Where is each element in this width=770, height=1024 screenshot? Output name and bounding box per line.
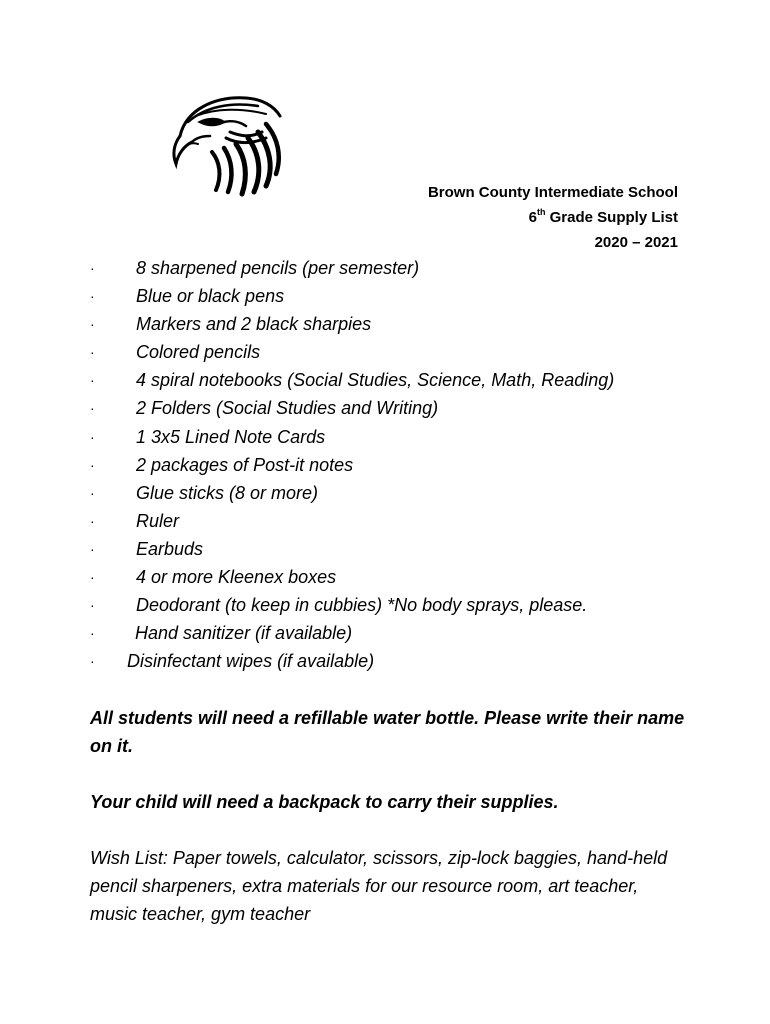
document-header [428, 180, 678, 255]
bullet: · [90, 372, 95, 389]
list-item-text: Disinfectant wipes (if available) [127, 651, 375, 672]
bullet: · [90, 569, 95, 586]
list-item [90, 563, 730, 591]
list-item-text: Hand sanitizer (if available) [135, 623, 353, 644]
list-item [90, 507, 730, 535]
supply-list-title [428, 205, 678, 230]
bullet: · [90, 456, 95, 473]
list-item [90, 479, 730, 507]
grade-number: 6 [528, 209, 537, 226]
list-item-text: Blue or black pens [136, 286, 285, 307]
supply-list [90, 254, 730, 675]
bullet: · [90, 512, 95, 529]
grade-title-rest: Grade Supply List [545, 209, 678, 226]
list-item-text: Ruler [136, 510, 180, 531]
list-item [90, 451, 730, 479]
list-item [90, 310, 730, 338]
grade-suffix: th [536, 207, 546, 217]
water-bottle-note: All students will need a refillable water bottle. Please write their name on it. [90, 708, 685, 756]
backpack-note: Your child will need a backpack to carry their supplies. [90, 792, 559, 812]
eagle-head-icon [166, 92, 284, 200]
list-item-text: 4 or more Kleenex boxes [136, 567, 337, 588]
list-item-text: 2 packages of Post-it notes [136, 454, 354, 475]
bullet: · [90, 344, 95, 361]
bullet: · [90, 428, 95, 445]
bullet: · [90, 540, 95, 557]
bullet: · [90, 316, 95, 333]
wish-list-note: Wish List: Paper towels, calculator, scissors, zip-lock baggies, hand-held pencil sharpeners, extra materials for our resource room, art teacher, music teacher, gym teacher [90, 848, 668, 924]
bullet: · [90, 484, 95, 501]
list-item-text: Colored pencils [136, 342, 261, 363]
list-item-text: Markers and 2 black sharpies [136, 314, 372, 335]
bullet: · [90, 597, 95, 614]
list-item-text: Glue sticks (8 or more) [136, 482, 319, 503]
bullet: · [90, 260, 95, 276]
bullet: · [90, 288, 95, 305]
bullet: · [90, 400, 95, 417]
list-item [90, 366, 730, 394]
list-item [90, 423, 730, 451]
list-item-text: 4 spiral notebooks (Social Studies, Science, Math, Reading) [136, 370, 615, 391]
bullet: · [90, 653, 95, 670]
list-item-text: 8 sharpened pencils (per semester) [136, 258, 420, 278]
list-item [90, 254, 730, 282]
school-name: Brown County Intermediate School [427, 184, 678, 201]
list-item [90, 394, 730, 422]
list-item [90, 619, 730, 647]
list-item-text: 2 Folders (Social Studies and Writing) [136, 398, 439, 419]
list-item [90, 338, 730, 366]
list-item-text: Deodorant (to keep in cubbies) *No body sprays, please. [136, 595, 588, 616]
list-item [90, 535, 730, 563]
list-item-text: Earbuds [136, 538, 204, 559]
list-item [90, 591, 730, 619]
bullet: · [90, 625, 95, 642]
list-item [90, 282, 730, 310]
school-year: 2020 – 2021 [594, 234, 678, 251]
list-item [90, 647, 730, 675]
list-item-text: 1 3x5 Lined Note Cards [136, 426, 326, 447]
